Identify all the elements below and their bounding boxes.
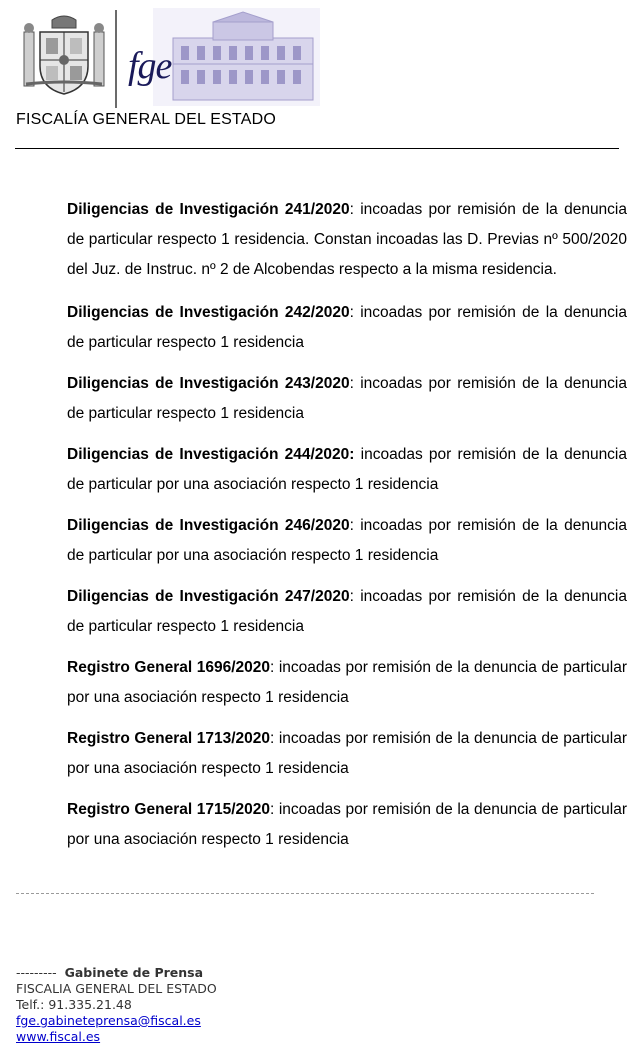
item-title: Diligencias de Investigación 247/2020 <box>67 588 350 605</box>
coat-of-arms-icon <box>22 14 106 96</box>
list-item <box>67 195 627 285</box>
item-text: : incoadas por remisión de la denuncia de particular respecto 1 residencia <box>67 304 627 351</box>
item-title: Diligencias de Investigación 244/2020: <box>67 446 355 463</box>
footer-dashes: --------- <box>16 965 57 980</box>
item-text: : incoadas por remisión de la denuncia de particular por una asociación respecto 1 residencia <box>67 659 627 706</box>
item-title: Diligencias de Investigación 243/2020 <box>67 375 350 392</box>
case-list <box>67 195 627 866</box>
item-title: Registro General 1696/2020 <box>67 659 270 676</box>
item-text: : incoadas por remisión de la denuncia de particular por una asociación respecto 1 residencia <box>67 801 627 848</box>
item-text: : incoadas por remisión de la denuncia de particular por una asociación respecto 1 residencia <box>67 517 627 564</box>
press-contact <box>16 965 217 1045</box>
item-title: Registro General 1715/2020 <box>67 801 270 818</box>
letterhead <box>0 0 638 160</box>
list-item <box>67 298 627 358</box>
fge-logo-text: fge <box>128 45 172 87</box>
list-item <box>67 440 627 500</box>
footer-website-link[interactable]: www.fiscal.es <box>16 1029 101 1044</box>
list-item <box>67 582 627 642</box>
item-title: Diligencias de Investigación 242/2020 <box>67 304 350 321</box>
footer-phone: Telf.: 91.335.21.48 <box>16 997 132 1012</box>
list-item <box>67 795 627 855</box>
header-rule <box>15 148 619 149</box>
item-text: : incoadas por remisión de la denuncia de particular respecto 1 residencia. Constan incoadas las D. Previas nº 500/2020 del Juz. de Instruc. nº 2 de Alcobendas respecto a la misma residencia. <box>67 201 627 278</box>
organization-name: FISCALÍA GENERAL DEL ESTADO <box>16 111 276 128</box>
list-item <box>67 369 627 429</box>
footer-email-link[interactable]: fge.gabineteprensa@fiscal.es <box>16 1013 201 1028</box>
item-text: : incoadas por remisión de la denuncia de particular por una asociación respecto 1 residencia <box>67 730 627 777</box>
item-title: Registro General 1713/2020 <box>67 730 270 747</box>
footer-office-line <box>16 965 217 981</box>
item-title: Diligencias de Investigación 241/2020 <box>67 201 350 218</box>
list-item <box>67 511 627 571</box>
item-text: : incoadas por remisión de la denuncia de particular respecto 1 residencia <box>67 588 627 635</box>
footer-separator <box>16 893 594 894</box>
footer-organization: FISCALIA GENERAL DEL ESTADO <box>16 981 217 996</box>
building-icon <box>153 8 320 106</box>
item-title: Diligencias de Investigación 246/2020 <box>67 517 350 534</box>
header-divider <box>115 10 117 108</box>
item-text: : incoadas por remisión de la denuncia de particular respecto 1 residencia <box>67 375 627 422</box>
item-text: incoadas por remisión de la denuncia de particular por una asociación respecto 1 residencia <box>67 446 627 493</box>
list-item <box>67 653 627 713</box>
footer-office: Gabinete de Prensa <box>64 965 204 980</box>
list-item <box>67 724 627 784</box>
